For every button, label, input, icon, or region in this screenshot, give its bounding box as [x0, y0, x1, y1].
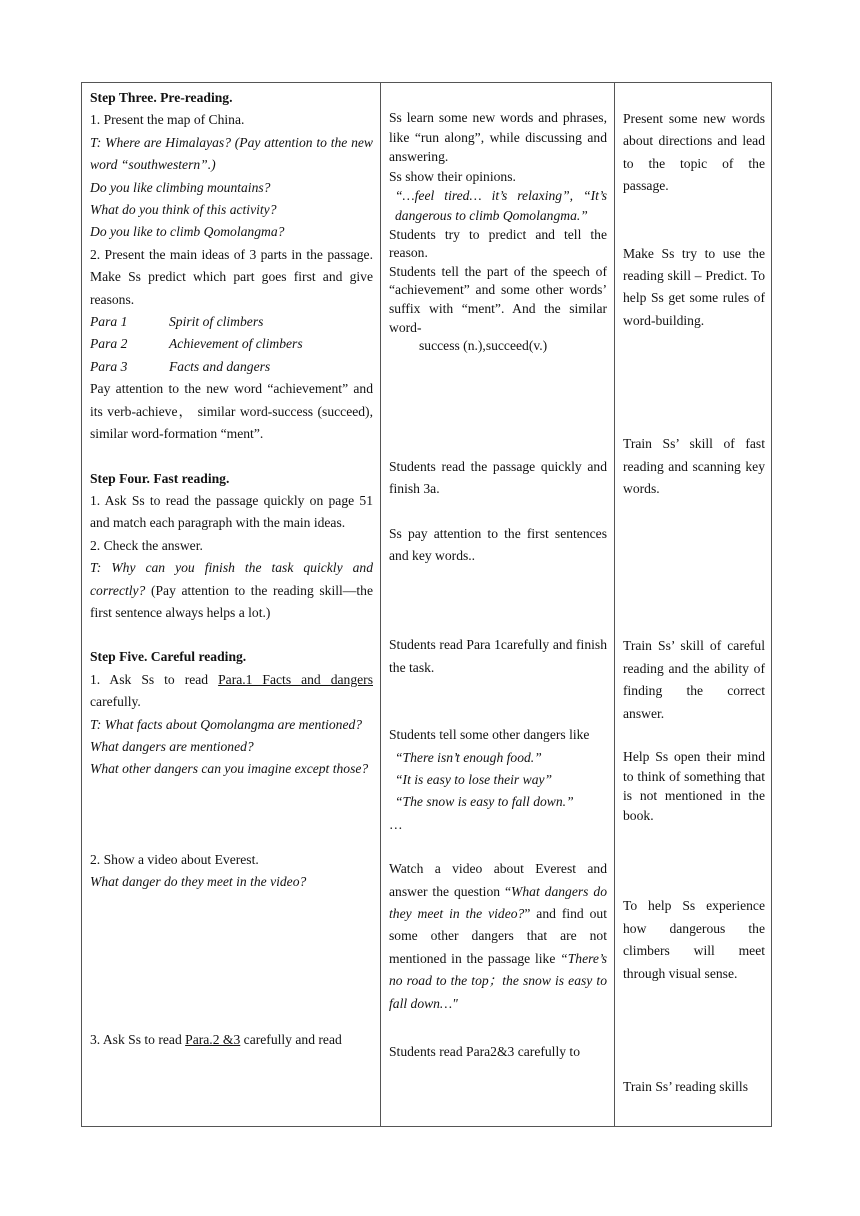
- student-text: Students read the passage quickly and finish 3a.: [389, 458, 607, 497]
- underlined-ref: Para.1 Facts and dangers: [218, 671, 373, 687]
- text-italic: What dangers do they meet in the video?: [389, 883, 607, 921]
- student-text: [389, 858, 607, 1015]
- text-italic: “There’s no road to the top；the snow is easy to fall down…": [389, 950, 607, 1011]
- para-text: Spirit of climbers: [169, 314, 264, 330]
- text-line: 1. Ask Ss to read the passage quickly on page 51 and match each paragraph with the main ideas.: [90, 492, 373, 531]
- purpose-text: Train Ss’ reading skills: [623, 1079, 748, 1095]
- para-label: Para 2: [90, 336, 128, 352]
- purpose-text: Train Ss’ skill of careful reading and the ability of finding the correct answer.: [623, 638, 765, 721]
- purpose-text: Present some new words about directions and lead to the topic of the passage.: [623, 111, 765, 194]
- para-label: Para 1: [90, 314, 128, 330]
- text-line: Pay attention to the new word “achievement” and its verb-achieve， similar word-success (succeed), similar word-formation “ment”.: [90, 381, 373, 442]
- student-quote: “There isn’t enough food.”: [395, 749, 542, 765]
- teacher-question: Do you like climbing mountains?: [90, 179, 271, 195]
- lesson-plan-table: [81, 82, 772, 1127]
- text-line: 1. Present the map of China.: [90, 112, 245, 128]
- purpose-text: To help Ss experience how dangerous the climbers will meet through visual sense.: [623, 898, 765, 981]
- step-three-title: Step Three. Pre-reading.: [90, 90, 233, 105]
- teacher-activity-column: [82, 83, 381, 1126]
- text-line: 2. Present the main ideas of 3 parts in the passage. Make Ss predict which part goes first and give reasons.: [90, 246, 373, 307]
- teacher-question: [90, 557, 373, 624]
- text-part: carefully.: [90, 694, 141, 710]
- student-text: …: [389, 816, 403, 832]
- student-activity-column: [381, 83, 615, 1126]
- teacher-question: Do you like to climb Qomolangma?: [90, 224, 285, 240]
- student-text: success (n.),succeed(v.): [419, 338, 548, 354]
- purpose-column: [615, 83, 773, 1126]
- text-part: 1. Ask Ss to read: [90, 671, 219, 687]
- student-text: Students tell some other dangers like: [389, 727, 590, 743]
- text-part: ” and find out some other dangers that are not mentioned in the passage like: [389, 906, 608, 966]
- para-label: Para 3: [90, 358, 128, 374]
- text-line: 2. Check the answer.: [90, 537, 203, 553]
- teacher-question: T: Where are Himalayas? (Pay attention to the new word “southwestern”.): [90, 134, 373, 173]
- text-part: Watch a video about Everest and answer the question “: [389, 861, 607, 899]
- text-line: 2. Show a video about Everest.: [90, 851, 259, 867]
- purpose-text: Help Ss open their mind to think of something that is not mentioned in the book.: [623, 749, 765, 823]
- teacher-question: T: What facts about Qomolangma are mentioned?: [90, 716, 363, 732]
- para-item: [90, 311, 373, 333]
- para-text: Achievement of climbers: [169, 336, 303, 352]
- para-text: Facts and dangers: [169, 358, 271, 374]
- text-line: [90, 1029, 373, 1051]
- para-item: [90, 333, 373, 355]
- underlined-ref: Para.2 &3: [185, 1031, 241, 1047]
- purpose-text: Train Ss’ skill of fast reading and scanning key words.: [623, 436, 765, 497]
- student-text: Students read Para2&3 carefully to: [389, 1044, 581, 1060]
- student-text: Ss show their opinions.: [389, 168, 516, 184]
- student-text: Ss learn some new words and phrases, like “run along”, while discussing and answering.: [389, 110, 607, 165]
- teacher-question: What danger do they meet in the video?: [90, 874, 307, 890]
- student-text: Students tell the part of the speech of “achievement” and some other words’ suffix with “ment”. And the similar word-: [389, 263, 607, 335]
- teacher-question: What dangers are mentioned?: [90, 738, 254, 754]
- step-five-title: Step Five. Careful reading.: [90, 649, 247, 665]
- student-text: Ss pay attention to the first sentences and key words..: [389, 525, 607, 563]
- para-item: [90, 356, 373, 378]
- step-four-title: Step Four. Fast reading.: [90, 470, 230, 486]
- student-text: Students try to predict and tell the reason.: [389, 226, 607, 261]
- student-text: Students read Para 1carefully and finish the task.: [389, 637, 607, 675]
- teacher-question: What do you think of this activity?: [90, 202, 277, 218]
- purpose-text: Make Ss try to use the reading skill – Predict. To help Ss get some rules of word-building.: [623, 245, 765, 328]
- question-italic: T: Why can you finish the task quickly and correctly?: [90, 560, 373, 598]
- text-part: 3. Ask Ss to read: [90, 1031, 186, 1047]
- question-note: (Pay attention to the reading skill—the first sentence always helps a lot.): [90, 582, 373, 620]
- student-quote: “…feel tired… it’s relaxing”, “It’s dangerous to climb Qomolangma.”: [395, 188, 607, 223]
- text-part: carefully and read: [240, 1031, 342, 1047]
- teacher-question: What other dangers can you imagine except those?: [90, 761, 369, 777]
- text-line: [90, 669, 373, 714]
- student-quote: “The snow is easy to fall down.”: [395, 794, 574, 810]
- student-quote: “It is easy to lose their way”: [395, 771, 553, 787]
